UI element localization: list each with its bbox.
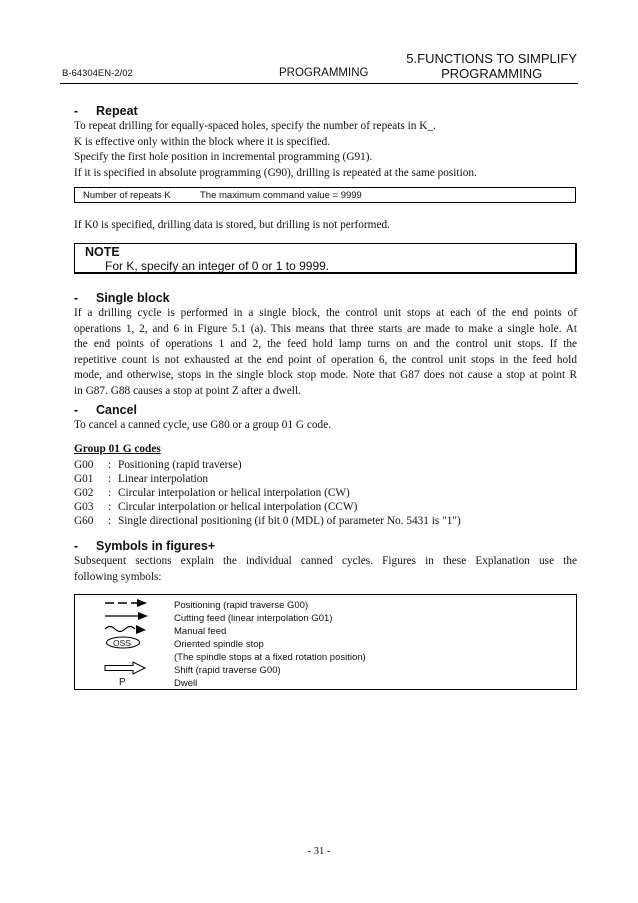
heading-dash: - — [74, 403, 79, 417]
gcode-row — [74, 458, 242, 472]
repeat-line: To repeat drilling for equally-spaced holes, specify the number of repeats in K_. — [74, 120, 436, 132]
k0-text — [74, 218, 577, 234]
cancel-text — [74, 418, 577, 434]
note-title: NOTE — [85, 245, 120, 259]
repeat-line: If it is specified in absolute programming (G90), drilling is repeated at the same position. — [74, 166, 477, 179]
repeat-paragraph — [74, 119, 577, 181]
group01-title: Group 01 G codes — [74, 443, 161, 455]
gcode-row — [74, 514, 461, 528]
gcode-row — [74, 486, 350, 500]
symbols-line: following symbols: — [74, 570, 162, 583]
gcode-desc: Circular interpolation or helical interpolation (CCW) — [118, 501, 358, 513]
section-label: PROGRAMMING — [279, 67, 369, 79]
cancel-line: To cancel a canned cycle, use G80 or a group 01 G code. — [74, 419, 332, 431]
symbol-label: Positioning (rapid traverse G00) — [174, 600, 309, 611]
single-block-line: repetitive count is not exhausted at the end point of operation 6, the control unit stops in the feed hold — [74, 353, 577, 366]
oss-label: OSS — [113, 638, 131, 648]
single-block-line: the end points of operations 1 and 2, the feed hold lamp turns on and the control unit stops. If the — [74, 338, 577, 350]
gcode-colon: : — [108, 473, 112, 485]
heading-repeat — [74, 104, 138, 118]
page-number: - 31 - — [307, 846, 331, 857]
symbol-label: Cutting feed (linear interpolation G01) — [174, 613, 333, 624]
gcode-code: G03 — [74, 501, 94, 513]
heading-text: Cancel — [96, 403, 137, 417]
heading-cancel — [74, 403, 137, 417]
single-block-paragraph — [74, 306, 577, 399]
note-box — [74, 243, 577, 274]
symbol-label: Manual feed — [174, 626, 227, 637]
doc-number: B-64304EN-2/02 — [62, 68, 133, 79]
heading-dash: - — [74, 104, 79, 118]
gcode-desc: Positioning (rapid traverse) — [118, 459, 242, 471]
single-block-line: in G87. G88 causes a stop at point Z after a dwell. — [74, 384, 301, 397]
header-rule — [60, 83, 578, 84]
gcode-colon: : — [108, 515, 112, 527]
gcode-code: G01 — [74, 473, 94, 485]
heading-symbols — [74, 539, 215, 553]
single-block-line: mode, and otherwise, stops in the single block stop mode. Note that G87 does not cause a stop at point R — [74, 369, 577, 381]
heading-dash: - — [74, 291, 79, 305]
dwell-letter: P — [119, 677, 126, 688]
repeat-line: Specify the first hole position in incremental programming (G91). — [74, 151, 373, 163]
dashed-arrow-icon — [103, 598, 149, 608]
repeat-count-label: Number of repeats K — [83, 190, 171, 201]
gcode-colon: : — [108, 459, 112, 471]
heading-text: Repeat — [96, 104, 138, 118]
note-body: For K, specify an integer of 0 or 1 to 9999. — [105, 259, 330, 273]
heading-dash: - — [74, 539, 79, 553]
heading-single-block — [74, 291, 170, 305]
repeat-count-value: The maximum command value = 9999 — [200, 190, 362, 201]
gcode-desc: Linear interpolation — [118, 473, 209, 485]
solid-arrow-icon — [103, 611, 149, 621]
symbol-label: Dwell — [174, 678, 198, 689]
gcode-desc: Circular interpolation or helical interpolation (CW) — [118, 487, 350, 499]
gcode-row — [74, 472, 208, 486]
symbols-paragraph — [74, 554, 577, 585]
symbol-label: Oriented spindle stop — [174, 639, 264, 650]
k0-line: If K0 is specified, drilling data is stored, but drilling is not performed. — [74, 219, 390, 231]
symbol-label: (The spindle stops at a fixed rotation position) — [174, 652, 366, 663]
wavy-arrow-icon — [103, 623, 149, 635]
gcode-row — [74, 500, 357, 514]
hollow-arrow-icon — [103, 661, 149, 675]
gcode-colon: : — [108, 487, 112, 499]
symbols-legend-box — [74, 594, 577, 690]
chapter-title — [406, 51, 577, 81]
symbol-label: Shift (rapid traverse G00) — [174, 665, 281, 676]
gcode-code: G02 — [74, 487, 94, 499]
heading-text: Symbols in figures+ — [96, 539, 216, 553]
gcode-desc: Single directional positioning (if bit 0 (MDL) of parameter No. 5431 is "1") — [118, 515, 461, 527]
symbols-line: Subsequent sections explain the individual canned cycles. Figures in these Explanation use the — [74, 555, 577, 567]
repeat-count-table — [74, 187, 576, 203]
heading-text: Single block — [96, 291, 170, 305]
gcode-code: G00 — [74, 459, 94, 471]
single-block-line: If a drilling cycle is performed in a single block, the control unit stops at each of the end points of — [74, 307, 577, 319]
gcode-colon: : — [108, 501, 112, 513]
repeat-line: K is effective only within the block where it is specified. — [74, 135, 331, 148]
chapter-title-line2: PROGRAMMING — [441, 66, 543, 81]
chapter-title-line1: 5.FUNCTIONS TO SIMPLIFY — [406, 51, 577, 66]
single-block-line: operations 1, 2, and 6 in Figure 5.1 (a). This means that three starts are made to make a single hole. At — [74, 322, 577, 335]
gcode-code: G60 — [74, 515, 94, 527]
